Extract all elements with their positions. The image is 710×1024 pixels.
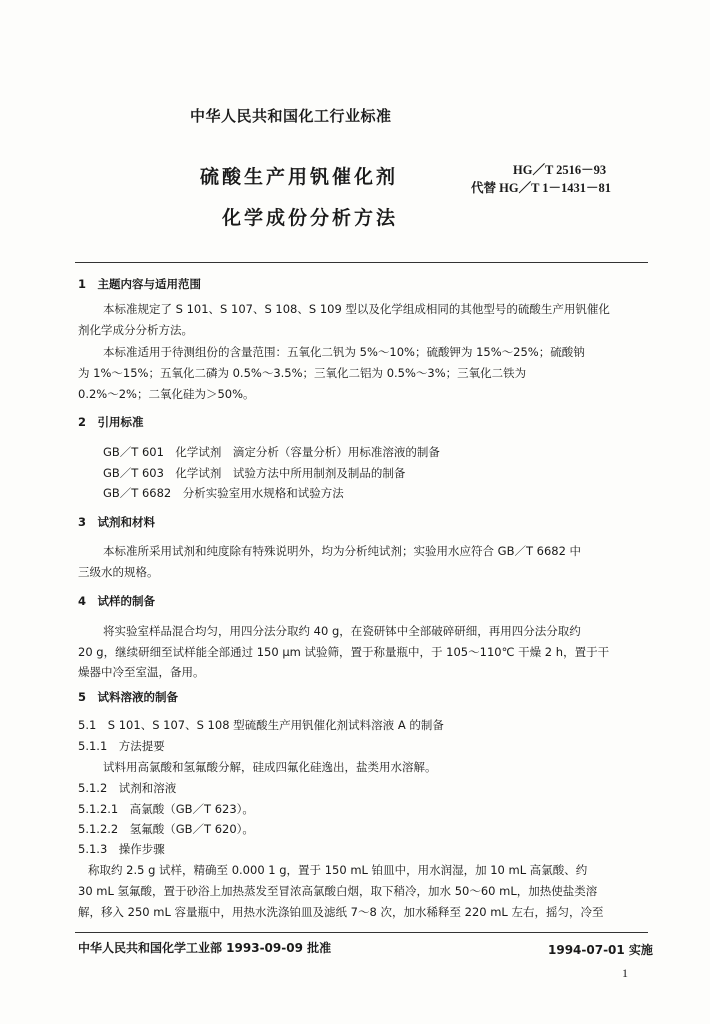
subsection-heading: 5.1 S 101、S 107、S 108 型硫酸生产用钒催化剂试料溶液 A 的制备 — [78, 718, 444, 732]
list-item: 5.1.2.1 高氯酸（GB／T 623）。 — [78, 802, 254, 816]
section-5-heading: 5 试料溶液的制备 — [78, 690, 179, 704]
reference-item: GB／T 603 化学试剂 试验方法中所用制剂及制品的制备 — [103, 466, 406, 480]
replaces-standard: 代替 HG／T 1－1431－81 — [471, 181, 612, 195]
title-line-1: 硫酸生产用钒催化剂 — [200, 166, 399, 188]
subsection-heading: 5.1.2 试剂和溶液 — [78, 781, 177, 795]
reference-item: GB／T 6682 分析实验室用水规格和试验方法 — [103, 486, 344, 500]
header-rule — [75, 262, 648, 263]
paragraph-line: 20 g，继续研细至试样能全部通过 150 μm 试验筛，置于称量瓶中，于 105～110℃ 干燥 2 h，置于干 — [78, 645, 610, 659]
paragraph-line: 燥器中冷至室温，备用。 — [78, 665, 205, 679]
section-1-heading: 1 主题内容与适用范围 — [78, 277, 202, 291]
paragraph-line: 剂化学成分分析方法。 — [78, 323, 193, 337]
section-3-heading: 3 试剂和材料 — [78, 515, 156, 529]
section-2-heading: 2 引用标准 — [78, 415, 144, 429]
paragraph-line: 解，移入 250 mL 容量瓶中，用热水洗涤铂皿及滤纸 7～8 次，加水稀释至 220 mL 左右，摇匀，冷至 — [78, 905, 604, 919]
paragraph-line: 称取约 2.5 g 试样，精确至 0.000 1 g，置于 150 mL 铂皿中，用水润湿，加 10 mL 高氯酸、约 — [88, 863, 588, 877]
subsection-heading: 5.1.1 方法提要 — [78, 739, 165, 753]
title-line-2: 化学成份分析方法 — [222, 207, 399, 229]
reference-item: GB／T 601 化学试剂 滴定分析（容量分析）用标准溶液的制备 — [103, 445, 440, 459]
paragraph-line: 本标准所采用试剂和纯度除有特殊说明外，均为分析纯试剂；实验用水应符合 GB／T 6682 中 — [103, 544, 582, 558]
standard-number: HG／T 2516－93 — [513, 163, 607, 177]
paragraph-line: 三级水的规格。 — [78, 565, 159, 579]
paragraph-line: 0.2%～2%；二氧化硅为＞50%。 — [78, 387, 255, 401]
paragraph-line: 本标准适用于待测组份的含量范围：五氧化二钒为 5%～10%；硫酸钾为 15%～25%；硫酸钠 — [103, 345, 585, 359]
issuing-org: 中华人民共和国化工行业标准 — [190, 107, 392, 125]
list-item: 5.1.2.2 氢氟酸（GB／T 620）。 — [78, 822, 254, 836]
subsection-heading: 5.1.3 操作步骤 — [78, 842, 165, 856]
paragraph-line: 本标准规定了 S 101、S 107、S 108、S 109 型以及化学组成相同的其他型号的硫酸生产用钒催化 — [103, 302, 610, 316]
page-number: 1 — [622, 966, 628, 980]
paragraph-line: 试料用高氯酸和氢氟酸分解，硅成四氟化硅逸出，盐类用水溶解。 — [103, 760, 437, 774]
paragraph-line: 为 1%～15%；五氧化二磷为 0.5%～3.5%；三氧化二铝为 0.5%～3%；三氧化二铁为 — [78, 366, 527, 380]
paragraph-line: 将实验室样品混合均匀，用四分法分取约 40 g，在瓷研钵中全部破碎研细，再用四分法分取约 — [103, 624, 581, 638]
paragraph-line: 30 mL 氢氟酸，置于砂浴上加热蒸发至冒浓高氯酸白烟，取下稍冷，加水 50～60 mL，加热使盐类溶 — [78, 884, 598, 898]
footer-rule — [75, 932, 648, 933]
approval-note: 中华人民共和国化学工业部 1993-09-09 批准 — [78, 941, 332, 955]
effective-date: 1994-07-01 实施 — [548, 943, 653, 957]
section-4-heading: 4 试样的制备 — [78, 594, 156, 608]
